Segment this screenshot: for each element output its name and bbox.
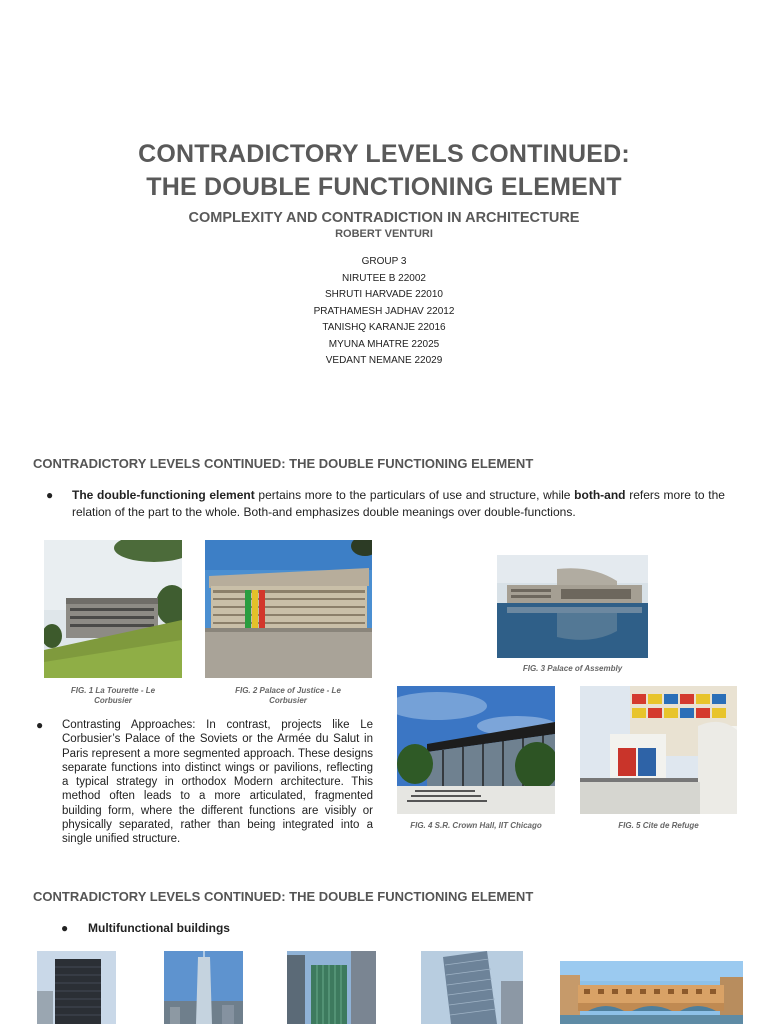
bullet-text: Contrasting Approaches: In contrast, projects like Le Corbusier’s Palace of the Soviets or the Armée du Salut in Paris represent a more segmented approach. These designs separate functions into distinct wings or pavilions, reflecting a typical strategy in orthodox Modern architecture. This method often leads to a more articulated, fragmented building form, where the different functions are visibly or physically separated, rather than being integrated into a single unified structure. xyxy=(62,719,373,846)
photo-skyscraper-1 xyxy=(37,951,116,1024)
main-title-line-2: THE DOUBLE FUNCTIONING ELEMENT xyxy=(146,173,622,201)
bullet-multifunctional xyxy=(61,920,230,937)
photo-palace-of-justice xyxy=(205,540,372,678)
member-list xyxy=(0,254,768,370)
bullet-double-functioning xyxy=(46,487,725,521)
section-heading-2: CONTRADICTORY LEVELS CONTINUED: THE DOUBLE FUNCTIONING ELEMENT xyxy=(33,889,534,904)
caption-fig-2: FIG. 2 Palace of Justice - Le Corbusier xyxy=(235,686,341,705)
bullet-dot: ● xyxy=(61,921,69,935)
member-line: MYUNA MHATRE 22025 xyxy=(328,338,440,350)
caption-fig-3: FIG. 3 Palace of Assembly xyxy=(522,664,623,673)
author: ROBERT VENTURI xyxy=(335,228,433,240)
bullet-text: pertains more to the particulars of use and structure, while xyxy=(254,488,575,502)
member-line: SHRUTI HARVADE 22010 xyxy=(324,289,443,300)
title-block xyxy=(0,138,768,370)
caption-fig-1: FIG. 1 La Tourette - Le Corbusier xyxy=(70,686,156,705)
bullet-contrasting-approaches xyxy=(36,718,373,847)
bullet-dot: ● xyxy=(46,488,54,502)
photo-cite-de-refuge xyxy=(580,686,737,814)
photo-la-tourette xyxy=(44,540,182,678)
member-line: VEDANT NEMANE 22029 xyxy=(325,355,443,366)
photo-crown-hall xyxy=(397,686,555,814)
member-line: TANISHQ KARANJE 22016 xyxy=(322,322,446,333)
caption-fig-5: FIG. 5 Cite de Refuge xyxy=(618,821,699,830)
photo-palace-of-assembly xyxy=(497,555,648,658)
member-line: PRATHAMESH JADHAV 22012 xyxy=(313,305,455,317)
subtitle: COMPLEXITY AND CONTRADICTION IN ARCHITECTURE xyxy=(188,210,580,226)
main-title-line-1: CONTRADICTORY LEVELS CONTINUED: xyxy=(138,140,630,168)
section-heading-1: CONTRADICTORY LEVELS CONTINUED: THE DOUBLE FUNCTIONING ELEMENT xyxy=(33,456,534,471)
bold-term: The double-functioning element xyxy=(72,488,255,502)
member-line: NIRUTEE B 22002 xyxy=(342,272,426,284)
bullet-dot: ● xyxy=(36,718,44,732)
bold-term: both-and xyxy=(574,488,626,502)
photo-skyscraper-2 xyxy=(164,951,243,1024)
photo-skyscraper-3 xyxy=(287,951,376,1024)
member-line: GROUP 3 xyxy=(361,256,407,267)
photo-skyscraper-4 xyxy=(421,951,523,1024)
bullet-text: refers more to the relation of the part to the whole. Both-and emphasizes double meanings over double-functions. xyxy=(72,488,725,519)
caption-fig-4: FIG. 4 S.R. Crown Hall, IIT Chicago xyxy=(410,821,542,830)
bullet-text: Multifunctional buildings xyxy=(88,921,230,935)
photo-ponte-vecchio xyxy=(560,961,743,1024)
